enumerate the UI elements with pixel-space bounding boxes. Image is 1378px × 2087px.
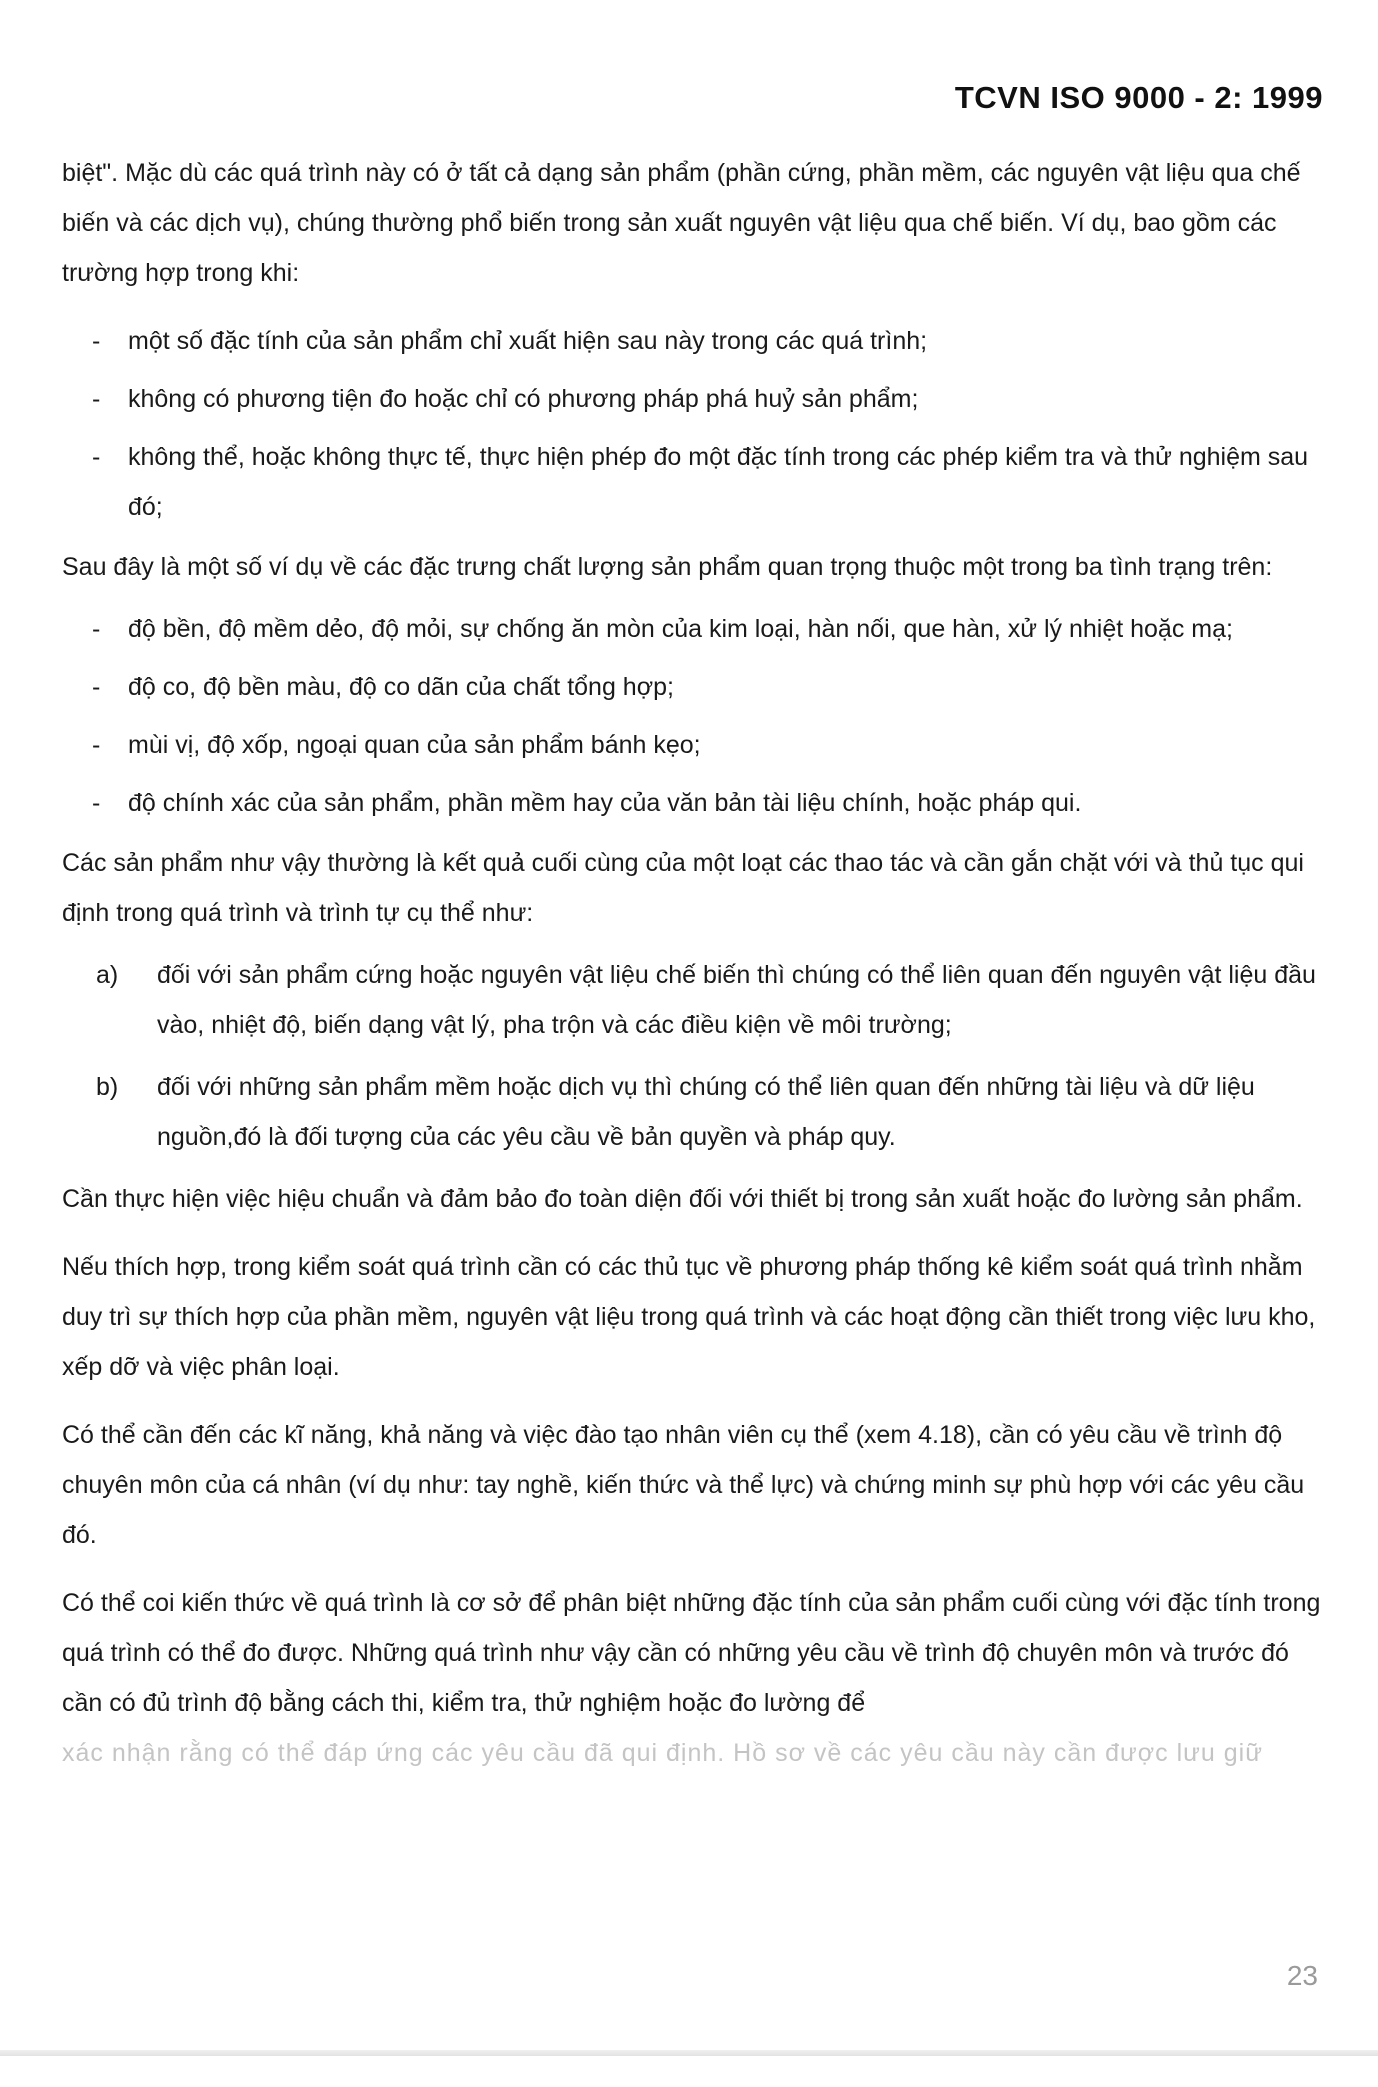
list-item: - không thể, hoặc không thực tế, thực hiện phép đo một đặc tính trong các phép kiểm tra và thử nghiệm sau đó; xyxy=(62,432,1324,532)
paragraph-knowledge: Có thể coi kiến thức về quá trình là cơ sở để phân biệt những đặc tính của sản phẩm cuối cùng với đặc tính trong quá trình có thể đo được. Những quá trình như vậy cần có những yêu cầu về trình độ chuyên môn và trước đó cần có đủ trình độ bằng cách thi, kiểm tra, thử nghiệm hoặc đo lường để xác nhận rằng có thể đáp ứng các yêu cầu đã qui định. Hồ sơ về các yêu cầu này cần được lưu giữ xyxy=(62,1589,1321,1767)
list-item: - độ chính xác của sản phẩm, phần mềm hay của văn bản tài liệu chính, hoặc pháp qui. xyxy=(62,778,1324,828)
paragraph-statistics: Nếu thích hợp, trong kiểm soát quá trình cần có các thủ tục về phương pháp thống kê kiểm soát quá trình nhằm duy trì sự thích hợp của phần mềm, nguyên vật liệu trong quá trình và các hoạt động cần thiết trong việc lưu kho, xếp dỡ và việc phân loại. xyxy=(62,1253,1316,1381)
dash-marker: - xyxy=(92,615,101,643)
list-item: - độ co, độ bền màu, độ co dãn của chất tổng hợp; xyxy=(62,662,1324,712)
list-item: - độ bền, độ mềm dẻo, độ mỏi, sự chống ăn mòn của kim loại, hàn nối, que hàn, xử lý nhiệt hoặc mạ; xyxy=(62,604,1324,654)
dash-marker: - xyxy=(92,789,101,817)
paragraph-calibration: Cần thực hiện việc hiệu chuẩn và đảm bảo đo toàn diện đối với thiết bị trong sản xuất hoặc đo lường sản phẩm. xyxy=(62,1185,1303,1213)
dash-marker: - xyxy=(92,673,101,701)
letter-marker: a) xyxy=(96,961,119,989)
page-number: 23 xyxy=(1286,1960,1318,1991)
dash-marker: - xyxy=(92,443,101,471)
list-item: a) đối với sản phẩm cứng hoặc nguyên vật liệu chế biến thì chúng có thể liên quan đến nguyên vật liệu đầu vào, nhiệt độ, biến dạng vật lý, pha trộn và các điều kiện về môi trường; xyxy=(62,950,1324,1050)
paragraph-products: Các sản phẩm như vậy thường là kết quả cuối cùng của một loạt các thao tác và cần gắn chặt với và thủ tục qui định trong quá trình và trình tự cụ thể như: xyxy=(62,849,1304,927)
list-item: - mùi vị, độ xốp, ngoại quan của sản phẩm bánh kẹo; xyxy=(62,720,1324,770)
standard-code-header: TCVN ISO 9000 - 2: 1999 xyxy=(954,80,1323,115)
paragraph-skills: Có thể cần đến các kĩ năng, khả năng và việc đào tạo nhân viên cụ thể (xem 4.18), cần có yêu cầu về trình độ chuyên môn của cá nhân (ví dụ như: tay nghề, kiến thức và thể lực) và chứng minh sự phù hợp với các yêu cầu đó. xyxy=(62,1421,1305,1549)
document-body xyxy=(62,148,1324,1796)
dash-marker: - xyxy=(92,731,101,759)
bullet-list-conditions xyxy=(62,316,1324,532)
dash-marker: - xyxy=(92,327,101,355)
list-item: b) đối với những sản phẩm mềm hoặc dịch vụ thì chúng có thể liên quan đến những tài liệu và dữ liệu nguồn,đó là đối tượng của các yêu cầu về bản quyền và pháp quy. xyxy=(62,1062,1324,1162)
bottom-edge xyxy=(0,2050,1378,2056)
lettered-list xyxy=(62,950,1324,1162)
paragraph-examples-intro: Sau đây là một số ví dụ về các đặc trưng chất lượng sản phẩm quan trọng thuộc một trong ba tình trạng trên: xyxy=(62,553,1273,581)
dash-marker: - xyxy=(92,385,101,413)
list-item: - một số đặc tính của sản phẩm chỉ xuất hiện sau này trong các quá trình; xyxy=(62,316,1324,366)
list-item: - không có phương tiện đo hoặc chỉ có phương pháp phá huỷ sản phẩm; xyxy=(62,374,1324,424)
faded-line: xác nhận rằng có thể đáp ứng các yêu cầu đã qui định. Hồ sơ về các yêu cầu này cần được lưu giữ xyxy=(62,1739,1263,1767)
bullet-list-examples xyxy=(62,604,1324,828)
paragraph-intro: biệt". Mặc dù các quá trình này có ở tất cả dạng sản phẩm (phần cứng, phần mềm, các nguyên vật liệu qua chế biến và các dịch vụ), chúng thường phổ biến trong sản xuất nguyên vật liệu qua chế biến. Ví dụ, bao gồm các trường hợp trong khi: xyxy=(62,159,1301,287)
letter-marker: b) xyxy=(96,1073,119,1101)
